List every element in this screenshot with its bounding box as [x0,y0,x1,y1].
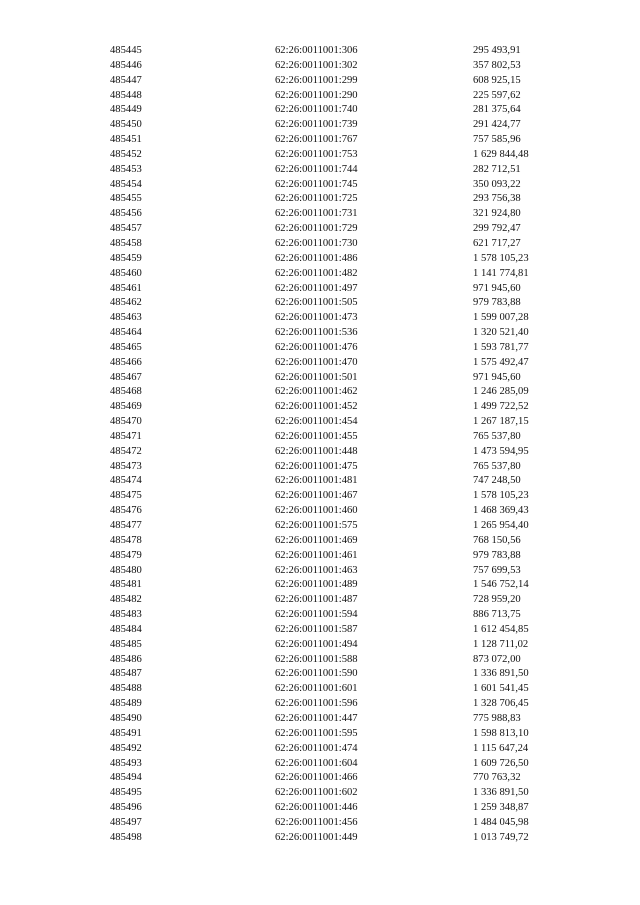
row-number: 485451 [110,134,142,146]
row-number: 485479 [110,549,142,561]
cadastral-value: 293 756,38 [473,193,521,205]
cadastral-number: 62:26:0011001:470 [275,356,358,368]
table-row [0,697,640,712]
cadastral-number: 62:26:0011001:482 [275,267,358,279]
cadastral-number: 62:26:0011001:448 [275,445,358,457]
cadastral-value: 1 246 285,09 [473,386,529,398]
row-number: 485454 [110,178,142,190]
cadastral-number: 62:26:0011001:594 [275,609,358,621]
cadastral-value: 1 484 045,98 [473,816,529,828]
cadastral-value: 350 093,22 [473,178,521,190]
cadastral-value: 1 265 954,40 [473,520,529,531]
cadastral-value: 728 959,20 [473,594,521,606]
cadastral-number: 62:26:0011001:455 [275,430,358,442]
cadastral-value: 775 988,83 [473,712,521,724]
table-row [0,712,640,727]
table-row [0,282,640,297]
table-row [0,638,640,653]
cadastral-value: 1 259 348,87 [473,802,529,814]
cadastral-value: 1 601 541,45 [473,683,529,695]
cadastral-number: 62:26:0011001:466 [275,772,358,784]
row-number: 485447 [110,74,142,86]
cadastral-value: 282 712,51 [473,163,521,175]
cadastral-value: 757 699,53 [473,564,521,576]
cadastral-value: 768 150,56 [473,534,521,546]
row-number: 485466 [110,356,142,368]
cadastral-number: 62:26:0011001:744 [275,163,358,175]
table-row [0,371,640,386]
table-row [0,593,640,608]
cadastral-value: 299 792,47 [473,223,521,235]
row-number: 485459 [110,252,142,264]
cadastral-value: 770 763,32 [473,772,521,784]
table-row [0,44,640,59]
table-row [0,653,640,668]
cadastral-value: 1 578 105,23 [473,252,529,264]
table-row [0,163,640,178]
table-row [0,103,640,118]
row-number: 485446 [110,59,142,71]
row-number: 485448 [110,89,142,101]
table-row [0,207,640,222]
table-row [0,519,640,534]
table-row [0,341,640,356]
cadastral-value: 608 925,15 [473,74,521,86]
cadastral-value: 291 424,77 [473,119,521,131]
cadastral-number: 62:26:0011001:731 [275,208,358,220]
cadastral-value-table [0,44,640,846]
table-row [0,311,640,326]
cadastral-value: 1 473 594,95 [473,445,529,457]
cadastral-number: 62:26:0011001:460 [275,505,358,517]
cadastral-number: 62:26:0011001:446 [275,802,358,814]
cadastral-number: 62:26:0011001:602 [275,787,358,799]
table-row [0,385,640,400]
cadastral-number: 62:26:0011001:729 [275,223,358,235]
cadastral-number: 62:26:0011001:767 [275,134,358,146]
cadastral-value: 1 336 891,50 [473,787,529,799]
table-row [0,445,640,460]
cadastral-value: 281 375,64 [473,104,521,116]
cadastral-number: 62:26:0011001:505 [275,297,358,309]
row-number: 485449 [110,104,142,116]
cadastral-number: 62:26:0011001:595 [275,727,358,739]
row-number: 485472 [110,445,142,457]
row-number: 485445 [110,45,142,56]
cadastral-value: 1 320 521,40 [473,327,529,339]
row-number: 485488 [110,683,142,695]
row-number: 485460 [110,267,142,279]
table-row [0,296,640,311]
cadastral-number: 62:26:0011001:462 [275,386,358,398]
cadastral-value: 1 141 774,81 [473,267,529,279]
cadastral-value: 1 598 813,10 [473,727,529,739]
row-number: 485474 [110,475,142,487]
cadastral-value: 1 468 369,43 [473,505,529,517]
table-row [0,430,640,445]
row-number: 485457 [110,223,142,235]
row-number: 485471 [110,430,142,442]
table-row [0,460,640,475]
cadastral-number: 62:26:0011001:290 [275,89,358,101]
cadastral-number: 62:26:0011001:486 [275,252,358,264]
row-number: 485493 [110,757,142,769]
cadastral-number: 62:26:0011001:730 [275,237,358,249]
cadastral-number: 62:26:0011001:481 [275,475,358,487]
cadastral-number: 62:26:0011001:447 [275,712,358,724]
cadastral-value: 1 336 891,50 [473,668,529,680]
cadastral-value: 1 115 647,24 [473,742,529,754]
table-row [0,400,640,415]
cadastral-number: 62:26:0011001:449 [275,831,358,843]
cadastral-number: 62:26:0011001:306 [275,45,358,56]
cadastral-value: 873 072,00 [473,653,521,665]
cadastral-number: 62:26:0011001:475 [275,460,358,472]
table-row [0,578,640,593]
row-number: 485478 [110,534,142,546]
table-row [0,489,640,504]
cadastral-number: 62:26:0011001:725 [275,193,358,205]
row-number: 485477 [110,520,142,531]
cadastral-number: 62:26:0011001:302 [275,59,358,71]
row-number: 485491 [110,727,142,739]
row-number: 485470 [110,416,142,428]
table-row [0,816,640,831]
table-row [0,237,640,252]
table-row [0,222,640,237]
table-row [0,326,640,341]
cadastral-value: 1 499 722,52 [473,401,529,413]
cadastral-number: 62:26:0011001:463 [275,564,358,576]
row-number: 485481 [110,579,142,591]
row-number: 485487 [110,668,142,680]
cadastral-number: 62:26:0011001:501 [275,371,358,383]
cadastral-number: 62:26:0011001:299 [275,74,358,86]
cadastral-value: 621 717,27 [473,237,521,249]
cadastral-value: 971 945,60 [473,282,521,294]
row-number: 485473 [110,460,142,472]
table-row [0,564,640,579]
cadastral-value: 321 924,80 [473,208,521,220]
cadastral-value: 1 609 726,50 [473,757,529,769]
cadastral-value: 979 783,88 [473,549,521,561]
row-number: 485455 [110,193,142,205]
cadastral-number: 62:26:0011001:604 [275,757,358,769]
row-number: 485464 [110,327,142,339]
table-row [0,831,640,846]
row-number: 485456 [110,208,142,220]
table-row [0,771,640,786]
cadastral-value: 1 578 105,23 [473,490,529,502]
row-number: 485489 [110,698,142,710]
row-number: 485467 [110,371,142,383]
table-row [0,801,640,816]
row-number: 485482 [110,594,142,606]
table-row [0,727,640,742]
row-number: 485461 [110,282,142,294]
row-number: 485497 [110,816,142,828]
table-row [0,786,640,801]
cadastral-number: 62:26:0011001:494 [275,638,358,650]
row-number: 485486 [110,653,142,665]
table-row [0,608,640,623]
cadastral-value: 747 248,50 [473,475,521,487]
cadastral-value: 295 493,91 [473,45,521,56]
cadastral-number: 62:26:0011001:601 [275,683,358,695]
row-number: 485490 [110,712,142,724]
table-row [0,534,640,549]
row-number: 485468 [110,386,142,398]
cadastral-number: 62:26:0011001:452 [275,401,358,413]
row-number: 485498 [110,831,142,843]
cadastral-number: 62:26:0011001:596 [275,698,358,710]
row-number: 485496 [110,802,142,814]
row-number: 485485 [110,638,142,650]
cadastral-value: 1 128 711,02 [473,638,529,650]
cadastral-number: 62:26:0011001:461 [275,549,358,561]
table-row [0,742,640,757]
row-number: 485480 [110,564,142,576]
row-number: 485469 [110,401,142,413]
table-row [0,118,640,133]
cadastral-value: 886 713,75 [473,609,521,621]
table-row [0,133,640,148]
row-number: 485475 [110,490,142,502]
cadastral-value: 1 599 007,28 [473,312,529,324]
cadastral-number: 62:26:0011001:536 [275,327,358,339]
cadastral-number: 62:26:0011001:740 [275,104,358,116]
cadastral-number: 62:26:0011001:575 [275,520,358,531]
table-row [0,178,640,193]
cadastral-number: 62:26:0011001:745 [275,178,358,190]
row-number: 485483 [110,609,142,621]
table-row [0,192,640,207]
cadastral-value: 1 575 492,47 [473,356,529,368]
row-number: 485452 [110,148,142,160]
cadastral-number: 62:26:0011001:739 [275,119,358,131]
cadastral-number: 62:26:0011001:487 [275,594,358,606]
table-row [0,267,640,282]
cadastral-value: 1 629 844,48 [473,148,529,160]
row-number: 485463 [110,312,142,324]
cadastral-value: 765 537,80 [473,430,521,442]
table-row [0,252,640,267]
cadastral-number: 62:26:0011001:489 [275,579,358,591]
table-row [0,682,640,697]
cadastral-value: 1 267 187,15 [473,416,529,428]
row-number: 485476 [110,505,142,517]
table-row [0,74,640,89]
cadastral-number: 62:26:0011001:456 [275,816,358,828]
cadastral-value: 1 612 454,85 [473,623,529,635]
table-row [0,667,640,682]
cadastral-number: 62:26:0011001:454 [275,416,358,428]
cadastral-number: 62:26:0011001:587 [275,623,358,635]
cadastral-value: 225 597,62 [473,89,521,101]
table-row [0,59,640,74]
row-number: 485495 [110,787,142,799]
cadastral-value: 1 546 752,14 [473,579,529,591]
cadastral-number: 62:26:0011001:497 [275,282,358,294]
cadastral-number: 62:26:0011001:588 [275,653,358,665]
table-row [0,504,640,519]
table-row [0,474,640,489]
cadastral-value: 1 328 706,45 [473,698,529,710]
table-row [0,356,640,371]
cadastral-value: 765 537,80 [473,460,521,472]
row-number: 485465 [110,341,142,353]
row-number: 485458 [110,237,142,249]
row-number: 485492 [110,742,142,754]
row-number: 485453 [110,163,142,175]
row-number: 485450 [110,119,142,131]
table-row [0,623,640,638]
cadastral-value: 979 783,88 [473,297,521,309]
cadastral-number: 62:26:0011001:473 [275,312,358,324]
table-row [0,415,640,430]
table-row [0,89,640,104]
cadastral-value: 971 945,60 [473,371,521,383]
cadastral-value: 1 013 749,72 [473,831,529,843]
table-row [0,148,640,163]
table-row [0,757,640,772]
cadastral-number: 62:26:0011001:474 [275,742,358,754]
cadastral-number: 62:26:0011001:476 [275,341,358,353]
cadastral-number: 62:26:0011001:590 [275,668,358,680]
table-row [0,549,640,564]
row-number: 485484 [110,623,142,635]
cadastral-number: 62:26:0011001:469 [275,534,358,546]
row-number: 485494 [110,772,142,784]
cadastral-value: 357 802,53 [473,59,521,71]
cadastral-number: 62:26:0011001:467 [275,490,358,502]
cadastral-value: 757 585,96 [473,134,521,146]
cadastral-value: 1 593 781,77 [473,341,529,353]
cadastral-number: 62:26:0011001:753 [275,148,358,160]
row-number: 485462 [110,297,142,309]
